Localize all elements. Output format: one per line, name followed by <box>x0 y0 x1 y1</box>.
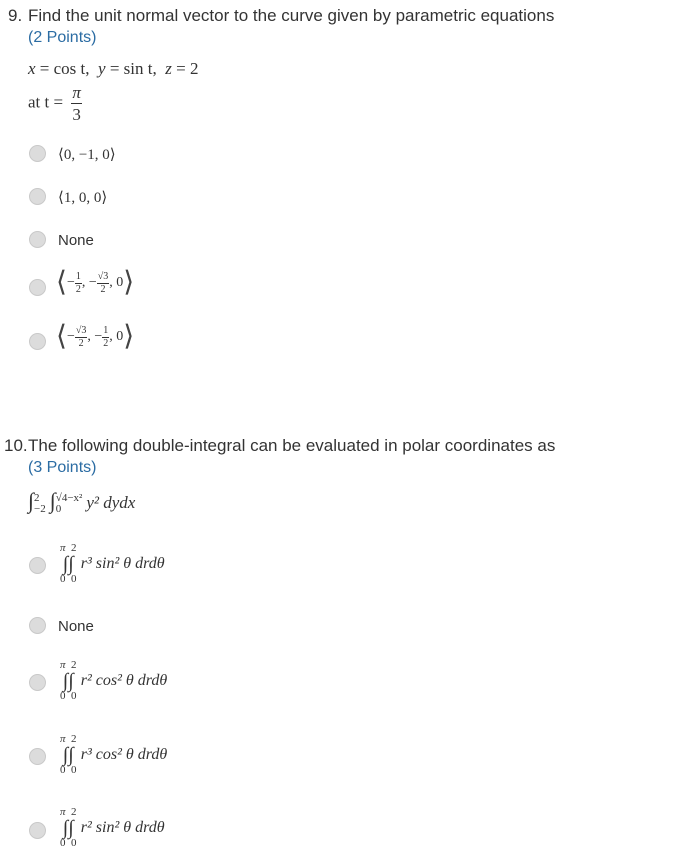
question-number: 9. <box>8 6 23 25</box>
fraction: $\frac{1}{2}$ <box>103 324 109 349</box>
radio-button[interactable] <box>29 674 46 691</box>
radio-button[interactable] <box>29 231 46 248</box>
at-condition <box>28 84 82 123</box>
parametric-equations: x = cos t, y = sin t, z = 2 <box>28 59 199 78</box>
at-label: at t = <box>28 92 64 112</box>
radio-button[interactable] <box>29 557 46 574</box>
radio-button[interactable] <box>29 145 46 162</box>
option-label: π 2 ∫∫ 0 0 r² cos² θ drdθ <box>60 659 168 702</box>
y-variable: y <box>98 59 106 78</box>
question-title: Find the unit normal vector to the curve given by parametric equations <box>28 6 555 25</box>
option-label: ⟨1, 0, 0⟩ <box>58 190 108 206</box>
fraction: $\frac{√3}{2}$ <box>97 270 109 295</box>
double-integral: ∫ 2 −2 ∫ √4−x² 0 y² dydx <box>28 488 136 516</box>
z-expression: 2 <box>189 59 199 78</box>
option-label: None <box>58 232 94 249</box>
fraction: $\frac{1}{2}$ <box>75 270 81 295</box>
question-title: The following double-integral can be evaluated in polar coordinates as <box>28 436 556 455</box>
option-label: None <box>58 618 94 635</box>
fraction: $\frac{√3}{2}$ <box>75 324 87 349</box>
x-expression: cos t, <box>53 59 90 78</box>
radio-button[interactable] <box>29 188 46 205</box>
radio-button[interactable] <box>29 333 46 350</box>
radio-button[interactable] <box>29 279 46 296</box>
radio-button[interactable] <box>29 822 46 839</box>
option-label: π 2 ∫∫ 0 0 r² sin² θ drdθ <box>60 806 165 849</box>
x-variable: x <box>28 59 36 78</box>
integral-sign: ∫ <box>28 488 35 513</box>
y-expression: sin t, <box>123 59 157 78</box>
question-points: (2 Points) <box>28 29 97 46</box>
option-label: ⟨0, −1, 0⟩ <box>58 147 116 163</box>
option-label: π 2 ∫∫ 0 0 r³ cos² θ drdθ <box>60 733 168 776</box>
integrand: y² dydx <box>86 493 136 512</box>
pi-over-3-fraction: $\frac{\pi}{3}$ <box>72 83 81 124</box>
option-label: ⟨− $\frac{√3}{2}$ , − $\frac{1}{2}$ , 0⟩ <box>56 321 135 352</box>
radio-button[interactable] <box>29 748 46 765</box>
question-points: (3 Points) <box>28 459 97 476</box>
radio-button[interactable] <box>29 617 46 634</box>
question-number: 10. <box>4 436 28 455</box>
integral-sign: ∫ <box>49 488 56 513</box>
option-label: ⟨− $\frac{1}{2}$ , − $\frac{√3}{2}$ , 0⟩ <box>56 267 135 298</box>
option-label: π 2 ∫∫ 0 0 r³ sin² θ drdθ <box>60 542 165 585</box>
z-variable: z <box>165 59 172 78</box>
